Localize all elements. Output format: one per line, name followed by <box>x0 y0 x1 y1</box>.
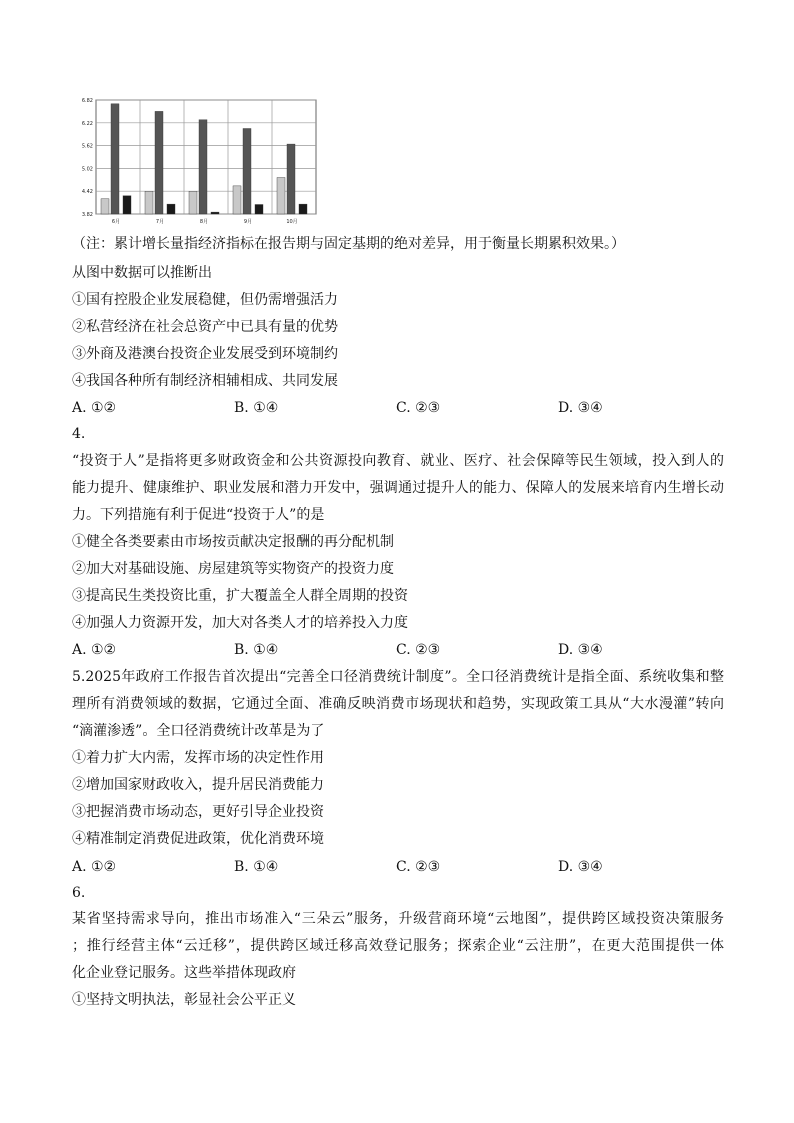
q4-option-b[interactable]: B. ①④ <box>234 642 279 658</box>
q5-option-a[interactable]: A. ①② <box>72 859 117 875</box>
q3-item-3: ③外商及港澳台投资企业发展受到环境制约 <box>72 346 338 362</box>
q4-option-d[interactable]: D. ③④ <box>558 642 603 658</box>
bar <box>167 204 175 214</box>
q4-item-3: ③提高民生类投资比重，扩大覆盖全人群全周期的投资 <box>72 588 408 604</box>
q4-item-4: ④加强人力资源开发，加大对各类人才的培养投入力度 <box>72 615 408 631</box>
q4-text-line-2: 能力提升、健康维护、职业发展和潜力开发中，强调通过提升人的能力、保障人的发展来培育内生增长动 <box>72 480 724 496</box>
q5-text-line-3: “滴灌渗透”。全口径消费统计改革是为了 <box>72 723 325 739</box>
bar-chart <box>70 94 322 230</box>
bar <box>189 191 197 214</box>
q4-item-1: ①健全各类要素由市场按贡献决定报酬的再分配机制 <box>72 534 394 550</box>
q5-item-4: ④精准制定消费促进政策，优化消费环境 <box>72 831 324 847</box>
bar <box>101 199 109 214</box>
q3-item-1: ①国有控股企业发展稳健，但仍需增强活力 <box>72 292 338 308</box>
q4-text-line-1: “投资于人”是指将更多财政资金和公共资源投向教育、就业、医疗、社会保障等民生领域，投入到人的 <box>72 453 724 469</box>
bar <box>211 212 219 214</box>
q5-text-line-1: 5.2025年政府工作报告首次提出“完善全口径消费统计制度”。全口径消费统计是指全面、系统收集和整 <box>72 669 724 685</box>
q4-number: 4. <box>72 426 86 442</box>
q6-text-line-3: 化企业登记服务。这些举措体现政府 <box>72 965 296 981</box>
bar <box>287 144 295 214</box>
x-tick-label: 6月 <box>111 219 121 225</box>
q3-option-a[interactable]: A. ①② <box>72 400 117 416</box>
q4-option-a[interactable]: A. ①② <box>72 642 117 658</box>
q5-option-c[interactable]: C. ②③ <box>396 859 441 875</box>
q3-item-4: ④我国各种所有制经济相辅相成、共同发展 <box>72 373 338 389</box>
q3-item-2: ②私营经济在社会总资产中已具有量的优势 <box>72 319 338 335</box>
bar <box>155 111 163 214</box>
q5-option-b[interactable]: B. ①④ <box>234 859 279 875</box>
bar <box>123 196 131 214</box>
bar-chart-svg <box>70 94 322 230</box>
y-tick-label: 4.42 <box>81 189 93 196</box>
q4-item-2: ②加大对基础设施、房屋建筑等实物资产的投资力度 <box>72 561 394 577</box>
q6-number: 6. <box>72 885 86 901</box>
q3-stem: 从图中数据可以推断出 <box>72 265 212 281</box>
q4-option-c[interactable]: C. ②③ <box>396 642 441 658</box>
q6-text-line-1: 某省坚持需求导向，推出市场准入“三朵云”服务，升级营商环境“云地图”，提供跨区域投资决策服务 <box>72 911 724 927</box>
q5-item-1: ①着力扩大内需，发挥市场的决定性作用 <box>72 750 324 766</box>
x-tick-label: 8月 <box>199 219 209 225</box>
x-tick-label: 9月 <box>243 219 253 225</box>
bar <box>255 205 263 215</box>
y-tick-label: 5.62 <box>81 143 93 150</box>
y-tick-label: 6.82 <box>81 98 93 104</box>
bar <box>111 104 119 214</box>
q5-item-2: ②增加国家财政收入，提升居民消费能力 <box>72 777 324 793</box>
q3-option-b[interactable]: B. ①④ <box>234 400 279 416</box>
y-tick-label: 3.82 <box>81 212 93 218</box>
x-tick-label: 7月 <box>155 219 165 225</box>
q5-option-d[interactable]: D. ③④ <box>558 859 603 875</box>
q3-option-d[interactable]: D. ③④ <box>558 400 603 416</box>
bar <box>145 191 153 214</box>
bar <box>299 204 307 214</box>
q3-option-c[interactable]: C. ②③ <box>396 400 441 416</box>
bar <box>233 186 241 214</box>
q5-text-line-2: 理所有消费领域的数据，它通过全面、准确反映消费市场现状和趋势，实现政策工具从“大水漫灌”转向 <box>72 696 724 712</box>
q6-item-1: ①坚持文明执法，彰显社会公平正义 <box>72 992 296 1008</box>
bar <box>243 129 251 215</box>
y-tick-label: 5.02 <box>81 166 93 173</box>
chart-note: （注：累计增长量指经济指标在报告期与固定基期的绝对差异，用于衡量长期累积效果。） <box>72 236 625 252</box>
x-tick-label: 10月 <box>286 219 298 225</box>
bar <box>199 120 207 214</box>
q4-text-line-3: 力。下列措施有利于促进“投资于人”的是 <box>72 507 325 523</box>
bar <box>277 178 285 214</box>
q5-item-3: ③把握消费市场动态，更好引导企业投资 <box>72 804 324 820</box>
y-tick-label: 6.22 <box>81 120 93 127</box>
q6-text-line-2: ；推行经营主体“云迁移”，提供跨区域迁移高效登记服务；探索企业“云注册”，在更大范围提供一体 <box>72 938 724 954</box>
